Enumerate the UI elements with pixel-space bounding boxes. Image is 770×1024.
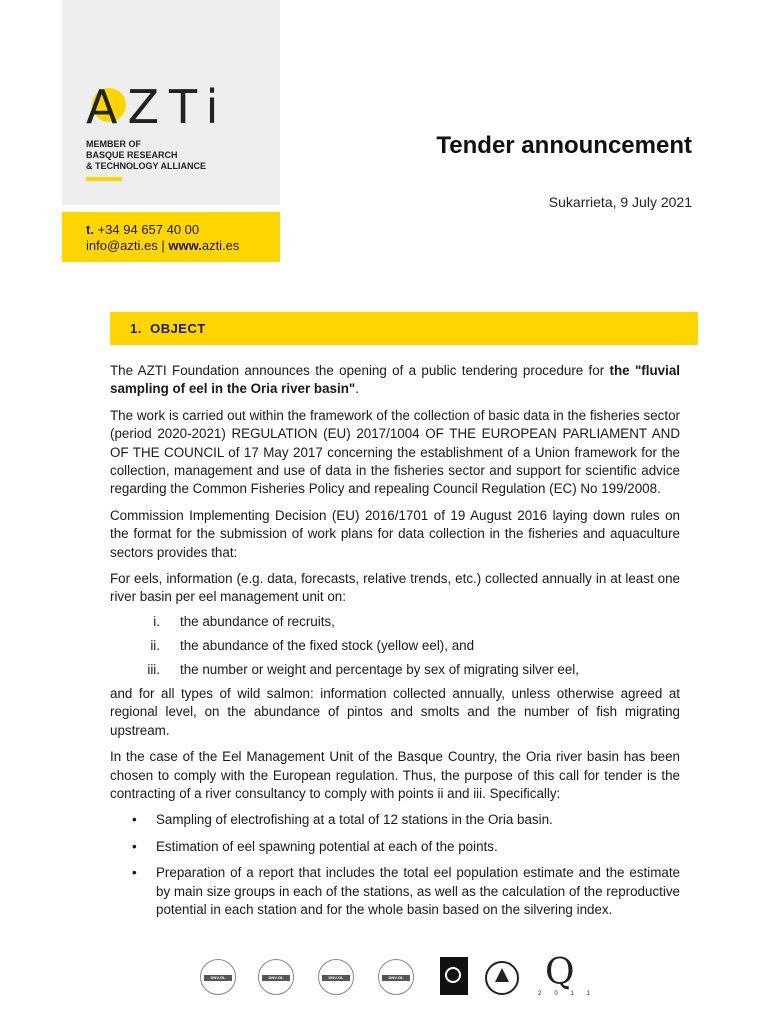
paragraph-eels: For eels, information (e.g. data, forecasts, relative trends, etc.) collected annually in at least one river basin per eel management unit on: (110, 571, 680, 605)
alliance-line-3: & TECHNOLOGY ALLIANCE (86, 161, 207, 171)
alliance-line-1: MEMBER OF (86, 139, 141, 149)
quality-q-icon: Q (545, 952, 575, 993)
list-item (110, 811, 680, 829)
certification-seal-icon (258, 959, 294, 995)
list-number: ii. (150, 637, 160, 653)
website-domain: azti.es (201, 238, 240, 253)
list-text: Sampling of electrofishing at a total of 12 stations in the Oria basin. (156, 812, 553, 828)
list-number: iii. (147, 661, 160, 677)
triangle-badge-icon (485, 961, 519, 995)
list-text: the abundance of the fixed stock (yellow eel), and (180, 637, 475, 653)
intro-lead: The AZTI Foundation announces the opening of a public tendering procedure for (110, 363, 610, 378)
alliance-line-2: BASQUE RESEARCH (86, 150, 178, 160)
contact-separator: | (161, 238, 165, 253)
document-date: Sukarrieta, 9 July 2021 (548, 194, 692, 210)
certification-seal-icon (318, 959, 354, 995)
list-item (110, 613, 680, 631)
page-title: Tender announcement (436, 132, 692, 159)
phone-number[interactable]: +34 94 657 40 00 (97, 222, 200, 237)
list-text: Estimation of eel spawning potential at each of the points. (156, 838, 498, 854)
phone-prefix: t. (86, 222, 94, 237)
seal-label: DNV-GL (328, 975, 344, 980)
list-text: the abundance of recruits, (180, 613, 335, 629)
list-item (110, 864, 680, 919)
paragraph-salmon: and for all types of wild salmon: information collected annually, unless otherwise agreed at regional level, on the abundance of pintos and smolts and the number of fish migrating upstream. (110, 685, 680, 738)
contact-panel (62, 212, 280, 262)
paragraph-decision: Commission Implementing Decision (EU) 2016/1701 of 19 August 2016 laying down rules on the format for the submission of work plans for data collection in the fisheries and aquaculture sectors provides that: (110, 507, 680, 560)
logo-underline (86, 177, 122, 181)
bullet-list (110, 811, 680, 919)
website-prefix: www. (168, 238, 202, 253)
list-item (110, 661, 680, 679)
alliance-text (86, 139, 206, 172)
section-heading (130, 321, 206, 336)
list-text: the number or weight and percentage by sex of migrating silver eel, (180, 661, 579, 677)
bullet-icon: • (132, 812, 137, 828)
certification-seal-icon (200, 959, 236, 995)
section-title: OBJECT (150, 321, 206, 336)
website-link[interactable] (168, 238, 239, 253)
section-heading-bar (110, 312, 698, 345)
roman-list (110, 613, 680, 679)
quality-year: 2011 (538, 991, 603, 997)
list-text: Preparation of a report that includes the total eel population estimate and the estimate by main size groups in each of the stations, as well as the calculation of the reproductive potential in each station and for the whole basin based on the silvering index. (156, 865, 680, 917)
seal-label: DNV-GL (210, 975, 226, 980)
intro-highlight: the "fluvial sampling of eel in the Oria river basin" (110, 363, 680, 397)
bullet-icon: • (132, 838, 137, 854)
paragraph-basque: In the case of the Eel Management Unit of the Basque Country, the Oria river basin has been chosen to comply with the European regulation. Thus, the purpose of this call for tender is the contracting of a river consultancy to comply with points ii and iii. Specifically: (110, 749, 680, 801)
list-number: i. (153, 613, 160, 629)
black-badge-icon (440, 957, 468, 995)
paragraph-framework: The work is carried out within the framework of the collection of basic data in the fisheries sector (period 2020-2021) REGULATION (EU) 2017/1004 OF THE EUROPEAN PARLIAMENT AND OF THE COUNCIL of 17 May 2017 concerning the establishment of a Union framework for the collection, management and use of data in the fisheries sector and support for scientific advice regarding the Common Fisheries Policy and repealing Council Regulation (EC) No 199/2008. (110, 407, 680, 497)
certification-seal-icon (378, 959, 414, 995)
list-item (110, 838, 680, 856)
logo-wordmark: AZTi (86, 80, 229, 134)
seal-label: DNV-GL (268, 975, 284, 980)
intro-end: . (355, 381, 359, 397)
certification-logos (200, 952, 603, 1000)
email-link[interactable]: info@azti.es (86, 238, 158, 253)
bullet-icon: • (132, 865, 137, 881)
web-line (86, 238, 239, 254)
list-item (110, 637, 680, 655)
section-number: 1. (130, 321, 142, 336)
paragraph-intro (110, 362, 680, 399)
document-body (110, 362, 680, 927)
logo-panel (62, 0, 280, 205)
seal-label: DNV-GL (388, 975, 404, 980)
phone-line (86, 222, 199, 238)
